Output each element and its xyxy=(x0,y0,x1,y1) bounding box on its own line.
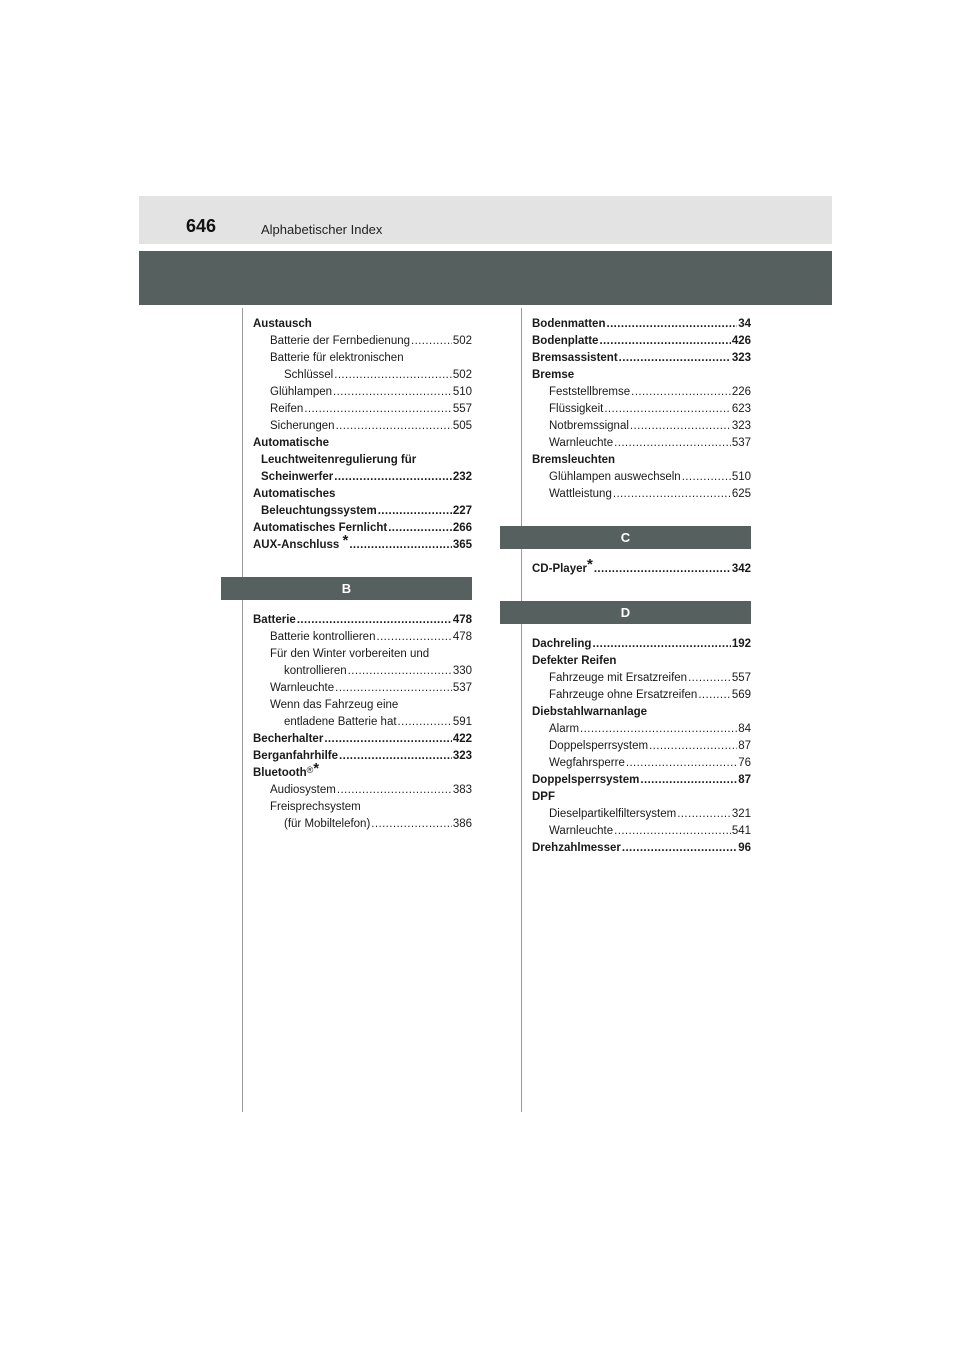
index-column-right xyxy=(532,318,751,859)
index-entry[interactable]: Warnleuchte ..... 541 xyxy=(532,825,751,842)
index-entry[interactable]: kontrollieren ..... 330 xyxy=(253,665,472,682)
footnote-star: * xyxy=(342,532,349,549)
index-entry[interactable]: Flüssigkeit ..... 623 xyxy=(532,403,751,420)
header-band xyxy=(139,251,832,305)
index-heading: Austausch xyxy=(253,318,312,330)
index-heading: Bluetooth®* xyxy=(253,760,320,779)
index-heading: Für den Winter vorbereiten und xyxy=(270,648,430,660)
index-heading: DPF xyxy=(532,791,555,803)
index-entry[interactable]: Warnleuchte ..... 537 xyxy=(253,682,472,699)
index-entry[interactable]: Schlüssel ..... 502 xyxy=(253,369,472,386)
index-entry[interactable]: Doppelsperrsystem ..... 87 xyxy=(532,774,751,791)
index-entry[interactable]: Drehzahlmesser ..... 96 xyxy=(532,842,751,859)
index-entry[interactable]: Berganfahrhilfe ..... 323 xyxy=(253,750,472,767)
index-entry[interactable]: Wattleistung ..... 625 xyxy=(532,488,751,505)
index-heading: Leuchtweitenregulierung für xyxy=(261,454,417,466)
index-entry[interactable]: Bodenplatte ..... 426 xyxy=(532,335,751,352)
index-entry[interactable]: Reifen ..... 557 xyxy=(253,403,472,420)
letter-bar-d: D xyxy=(500,601,751,624)
index-entry[interactable]: Becherhalter ..... 422 xyxy=(253,733,472,750)
index-entry[interactable]: (für Mobiltelefon) ..... 386 xyxy=(253,818,472,835)
page-number: 646 xyxy=(186,216,217,236)
index-entry[interactable]: entladene Batterie hat ..... 591 xyxy=(253,716,472,733)
index-heading: Bremsleuchten xyxy=(532,454,616,466)
index-entry[interactable]: Dieselpartikelfiltersystem ..... 321 xyxy=(532,808,751,825)
footnote-star: * xyxy=(586,556,593,573)
index-entry[interactable]: CD-Player* ..... 342 xyxy=(532,563,751,580)
index-entry[interactable]: Doppelsperrsystem ..... 87 xyxy=(532,740,751,757)
index-heading: Diebstahlwarnanlage xyxy=(532,706,648,718)
letter-bar-b: B xyxy=(221,577,472,600)
footnote-star: * xyxy=(313,760,320,777)
index-heading: Batterie für elektronischen xyxy=(270,352,404,364)
index-entry[interactable]: Feststellbremse ..... 226 xyxy=(532,386,751,403)
index-entry[interactable]: AUX-Anschluss * ..... 365 xyxy=(253,539,472,556)
index-entry[interactable]: Warnleuchte ..... 537 xyxy=(532,437,751,454)
index-entry[interactable]: Beleuchtungssystem ..... 227 xyxy=(253,505,472,522)
index-heading: Defekter Reifen xyxy=(532,655,617,667)
index-entry[interactable]: Glühlampen auswechseln ..... 510 xyxy=(532,471,751,488)
index-entry[interactable]: Batterie der Fernbedienung ..... 502 xyxy=(253,335,472,352)
index-entry[interactable]: Bodenmatten ..... 34 xyxy=(532,318,751,335)
index-entry[interactable]: Batterie kontrollieren ..... 478 xyxy=(253,631,472,648)
index-entry[interactable]: Batterie ..... 478 xyxy=(253,614,472,631)
index-entry[interactable]: Alarm ..... 84 xyxy=(532,723,751,740)
index-entry[interactable]: Sicherungen ..... 505 xyxy=(253,420,472,437)
index-entry[interactable]: Automatisches Fernlicht ..... 266 xyxy=(253,522,472,539)
index-column-left xyxy=(253,318,472,835)
index-heading: Bremse xyxy=(532,369,575,381)
letter-bar-c: C xyxy=(500,526,751,549)
index-heading: Freisprechsystem xyxy=(270,801,361,813)
index-entry[interactable]: Bremsassistent ..... 323 xyxy=(532,352,751,369)
column-rule-right xyxy=(521,308,522,1112)
index-heading: Automatisches xyxy=(253,488,336,500)
registered-mark: ® xyxy=(306,765,314,775)
index-entry[interactable]: Fahrzeuge mit Ersatzreifen ..... 557 xyxy=(532,672,751,689)
index-entry[interactable]: Wegfahrsperre ..... 76 xyxy=(532,757,751,774)
section-title: Alphabetischer Index xyxy=(261,222,383,237)
index-entry[interactable]: Notbremssignal ..... 323 xyxy=(532,420,751,437)
index-heading: Wenn das Fahrzeug eine xyxy=(270,699,399,711)
index-entry[interactable]: Audiosystem ..... 383 xyxy=(253,784,472,801)
index-heading: Automatische xyxy=(253,437,330,449)
header-bar xyxy=(139,196,832,244)
index-entry[interactable]: Glühlampen ..... 510 xyxy=(253,386,472,403)
index-entry[interactable]: Fahrzeuge ohne Ersatzreifen ..... 569 xyxy=(532,689,751,706)
index-entry[interactable]: Dachreling ..... 192 xyxy=(532,638,751,655)
index-entry[interactable]: Scheinwerfer ..... 232 xyxy=(253,471,472,488)
column-rule-left xyxy=(242,308,243,1112)
